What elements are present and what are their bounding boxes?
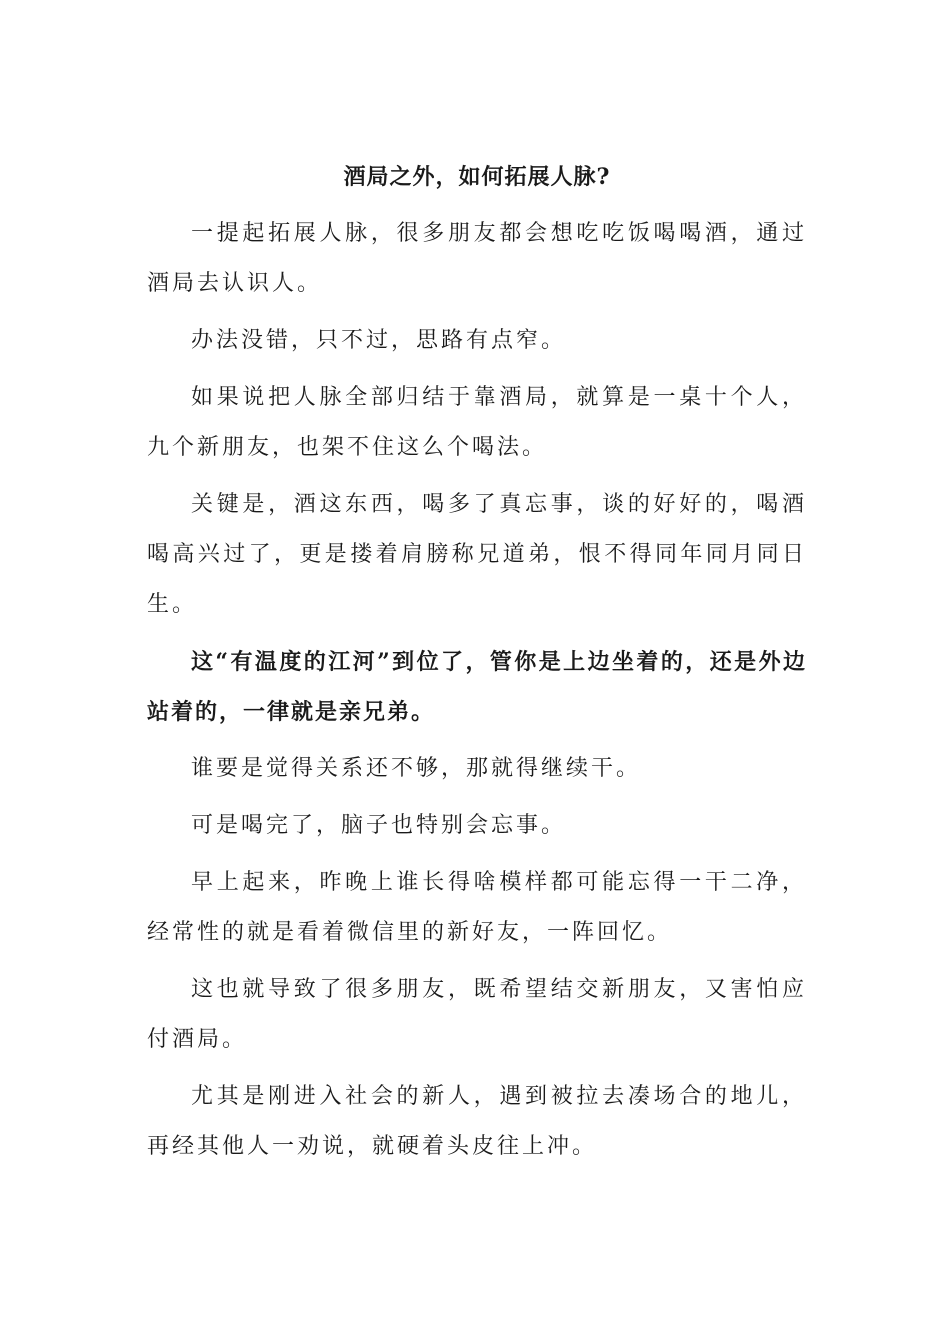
paragraph-4: 关键是，酒这东西，喝多了真忘事，谈的好好的，喝酒喝高兴过了，更是搂着肩膀称兄道弟，恨不得同年同月同日生。 (147, 492, 807, 617)
document-body (147, 152, 807, 1179)
paragraph-2: 办法没错，只不过，思路有点窄。 (191, 328, 567, 353)
paragraph-6: 谁要是觉得关系还不够，那就得继续干。 (191, 756, 642, 781)
paragraph-5-bold: 这“有温度的江河”到位了，管你是上边坐着的，还是外边站着的，一律就是亲兄弟。 (147, 649, 807, 725)
paragraph-9: 这也就导致了很多朋友，既希望结交新朋友，又害怕应付酒局。 (147, 977, 807, 1052)
paragraph-10: 尤其是刚进入社会的新人，遇到被拉去凑场合的地儿，再经其他人一劝说，就硬着头皮往上冲。 (147, 1084, 807, 1159)
paragraph-1: 一提起拓展人脉，很多朋友都会想吃吃饭喝喝酒，通过酒局去认识人。 (147, 221, 807, 296)
paragraph-8: 早上起来，昨晚上谁长得啥模样都可能忘得一干二净，经常性的就是看着微信里的新好友，一阵回忆。 (147, 870, 807, 945)
paragraph-3: 如果说把人脉全部归结于靠酒局，就算是一桌十个人，九个新朋友，也架不住这么个喝法。 (147, 385, 807, 460)
paragraph-7: 可是喝完了，脑子也特别会忘事。 (191, 813, 567, 838)
document-title: 酒局之外，如何拓展人脉? (343, 164, 611, 190)
